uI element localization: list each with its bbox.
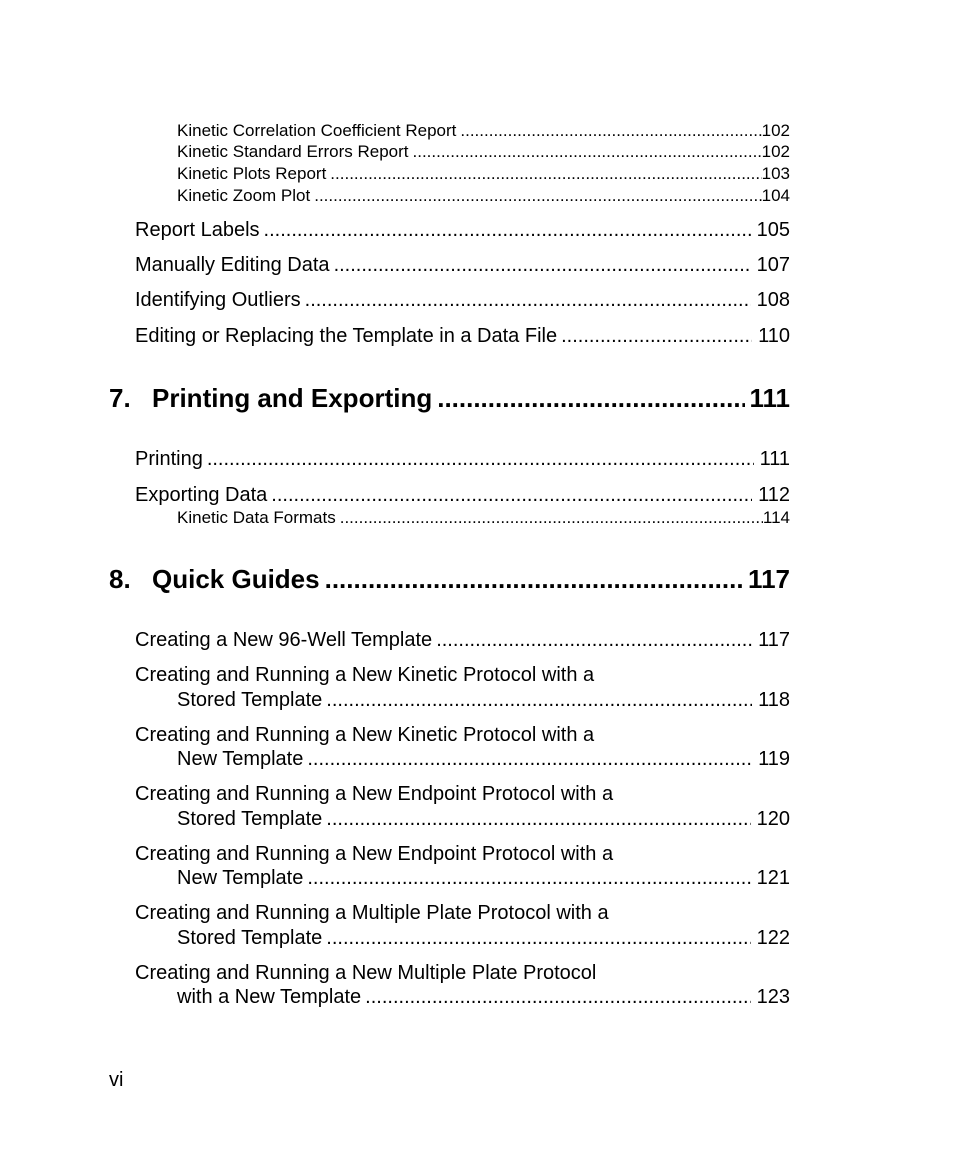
dot-leader [334,253,751,277]
toc-entry-title: Kinetic Zoom Plot [177,186,311,205]
toc-section-line2 [177,926,790,950]
dot-leader [307,747,752,771]
toc-section-title: Identifying Outliers [135,289,301,311]
toc-section-new-96-well-template[interactable] [135,628,790,652]
chapter-number: 8. [109,564,131,594]
toc-section-line2 [177,807,790,831]
toc-section-title: Exporting Data [135,484,268,506]
toc-chapter-7[interactable] [109,382,790,414]
dot-leader [271,483,752,507]
dot-leader [326,926,750,950]
dot-leader [326,807,750,831]
dot-leader [264,218,751,242]
toc-section-identifying-outliers[interactable] [135,288,790,312]
chapter-title: Printing and Exporting [152,383,433,413]
chapter-number: 7. [109,383,131,413]
toc-section-title: Editing or Replacing the Template in a Data File [135,325,558,347]
toc-section-page: 107 [756,254,790,276]
chapter-page: 117 [748,564,790,594]
toc-section-page: 123 [756,986,790,1008]
toc-section-title: Manually Editing Data [135,254,330,276]
toc-entry-title: Kinetic Standard Errors Report [177,142,409,161]
toc-section-title-line1: Creating and Running a New Kinetic Protocol with a [135,724,595,746]
toc-section-title-line2: New Template [177,867,304,889]
toc-section-title: Report Labels [135,219,260,241]
toc-section-page: 118 [758,689,790,711]
toc-entry-title: Kinetic Correlation Coefficient Report [177,121,457,140]
dot-leader [413,141,762,162]
toc-entry-page: 102 [761,142,790,161]
dot-leader [307,866,750,890]
toc-section-page: 112 [758,484,790,506]
toc-entry-page: 114 [762,508,790,527]
toc-section-exporting-data[interactable] [135,483,790,507]
toc-section-page: 121 [756,867,790,889]
toc-section-title-line1: Creating and Running a New Multiple Plate Protocol [135,962,597,984]
toc-section-page: 122 [756,927,790,949]
toc-entry-page: 103 [761,164,790,183]
dot-leader [365,985,750,1009]
toc-section-title-line1: Creating and Running a New Endpoint Protocol with a [135,843,614,865]
toc-section-editing-or-replacing-template[interactable] [135,324,790,348]
toc-section-page: 111 [759,448,790,470]
toc-section-report-labels[interactable] [135,218,790,242]
toc-section-page: 119 [758,748,790,770]
dot-leader [314,185,761,206]
toc-section-title-line2: with a New Template [177,986,362,1008]
dot-leader [330,163,761,184]
toc-section-line2 [177,866,790,890]
toc-section-line2 [177,688,790,712]
toc-section-manually-editing-data[interactable] [135,253,790,277]
toc-entry-kinetic-correlation-coefficient-report[interactable] [177,120,790,141]
toc-section-title-line2: Stored Template [177,689,323,711]
toc-entry-title: Kinetic Plots Report [177,164,327,183]
toc-section-printing[interactable] [135,447,790,471]
dot-leader [460,120,761,141]
toc-section-page: 108 [756,289,790,311]
toc-section-page: 120 [756,808,790,830]
dot-leader [326,688,752,712]
toc-section-page: 117 [758,629,790,651]
dot-leader [325,563,744,595]
toc-entry-page: 104 [761,186,790,205]
dot-leader [436,628,752,652]
toc-entry-kinetic-data-formats[interactable] [177,507,790,528]
dot-leader [340,507,763,528]
toc-section-title: Creating a New 96-Well Template [135,629,433,651]
toc-entry-kinetic-standard-errors-report[interactable] [177,141,790,162]
toc-section-page: 110 [758,325,790,347]
chapter-title: Quick Guides [152,564,320,594]
dot-leader [207,447,754,471]
toc-entry-kinetic-plots-report[interactable] [177,163,790,184]
dot-leader [305,288,751,312]
toc-section-title: Printing [135,448,203,470]
toc-entry-title: Kinetic Data Formats [177,508,336,527]
toc-section-title-line1: Creating and Running a Multiple Plate Protocol with a [135,902,609,924]
dot-leader [437,382,745,414]
toc-section-title-line1: Creating and Running a New Kinetic Protocol with a [135,664,595,686]
dot-leader [561,324,752,348]
toc-section-page: 105 [756,219,790,241]
toc-section-title-line1: Creating and Running a New Endpoint Protocol with a [135,783,614,805]
toc-section-title-line2: Stored Template [177,808,323,830]
chapter-page: 111 [749,383,790,413]
toc-section-title-line2: Stored Template [177,927,323,949]
toc-entry-page: 102 [761,121,790,140]
toc-section-line2 [177,985,790,1009]
toc-entry-kinetic-zoom-plot[interactable] [177,185,790,206]
toc-section-title-line2: New Template [177,748,304,770]
page-number: vi [109,1069,124,1091]
toc-chapter-8[interactable] [109,563,790,595]
toc-section-line2 [177,747,790,771]
